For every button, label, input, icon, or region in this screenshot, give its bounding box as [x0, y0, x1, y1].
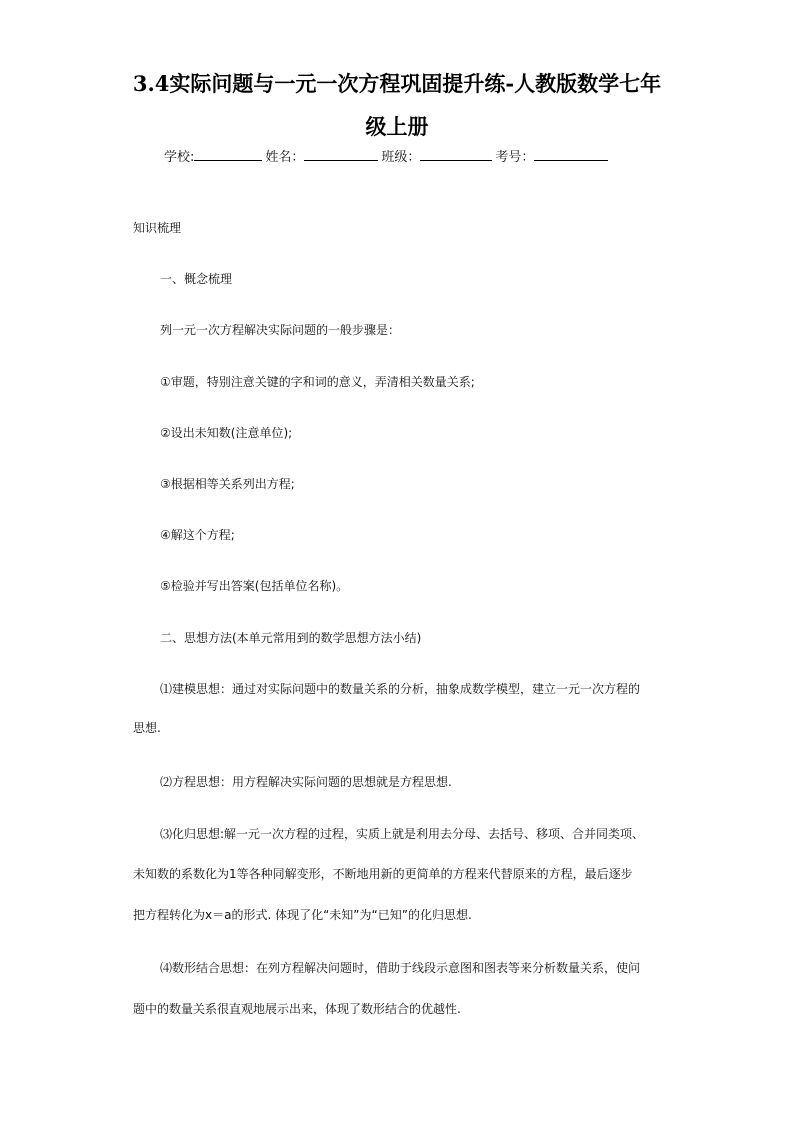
class-blank[interactable]: [420, 148, 492, 161]
doc-title-line-2: 级上册: [365, 114, 429, 139]
method-equation-line-1: ⑵方程思想：用方程解决实际问题的思想就是方程思想.: [160, 775, 452, 789]
step-item: ⑤检验并写出答案(包括单位名称)。: [160, 579, 349, 593]
doc-title-line-1: 3.4实际问题与一元一次方程巩固提升练-人教版数学七年: [132, 71, 662, 96]
method-modeling-line-2: 思想.: [133, 721, 161, 735]
class-label: 班级：: [381, 150, 421, 165]
name-blank[interactable]: [304, 148, 378, 161]
name-label: 姓名：: [265, 150, 305, 165]
step-item: ③根据相等关系列出方程;: [160, 477, 295, 491]
school-blank[interactable]: [194, 148, 262, 161]
exam-no-blank[interactable]: [534, 148, 608, 161]
section-heading: 知识梳理: [133, 221, 182, 235]
step-item: ②设出未知数(注意单位);: [160, 426, 293, 440]
methods-heading: 二、思想方法(本单元常用到的数学思想方法小结): [160, 631, 422, 645]
method-combination-line-2: 题中的数量关系很直观地展示出来，体现了数形结合的优越性.: [133, 1002, 461, 1016]
method-modeling-line-1: ⑴建模思想：通过对实际问题中的数量关系的分析，抽象成数学模型，建立一元一次方程的: [160, 682, 641, 696]
step-item: ①审题，特别注意关键的字和词的意义，弄清相关数量关系;: [160, 375, 475, 389]
method-combination-line-1: ⑷数形结合思想：在列方程解决问题时，借助于线段示意图和图表等来分析数量关系，使问: [160, 961, 641, 975]
concept-heading: 一、概念梳理: [160, 272, 233, 286]
method-reduction-line-2: 未知数的系数化为1等各种同解变形，不断地用新的更简单的方程来代替原来的方程，最后逐步: [133, 867, 633, 881]
method-reduction-line-3: 把方程转化为x＝a的形式. 体现了化“未知”为“已知”的化归思想.: [133, 908, 472, 922]
method-reduction-line-1: ⑶化归思想:解一元一次方程的过程，实质上就是利用去分母、去括号、移项、合并同类项、: [160, 827, 645, 841]
school-label: 学校:: [164, 150, 195, 165]
step-item: ④解这个方程;: [160, 528, 235, 542]
student-info-row: [164, 146, 611, 165]
exam-no-label: 考号：: [495, 150, 535, 165]
steps-intro: 列一元一次方程解决实际问题的一般步骤是：: [160, 323, 401, 337]
